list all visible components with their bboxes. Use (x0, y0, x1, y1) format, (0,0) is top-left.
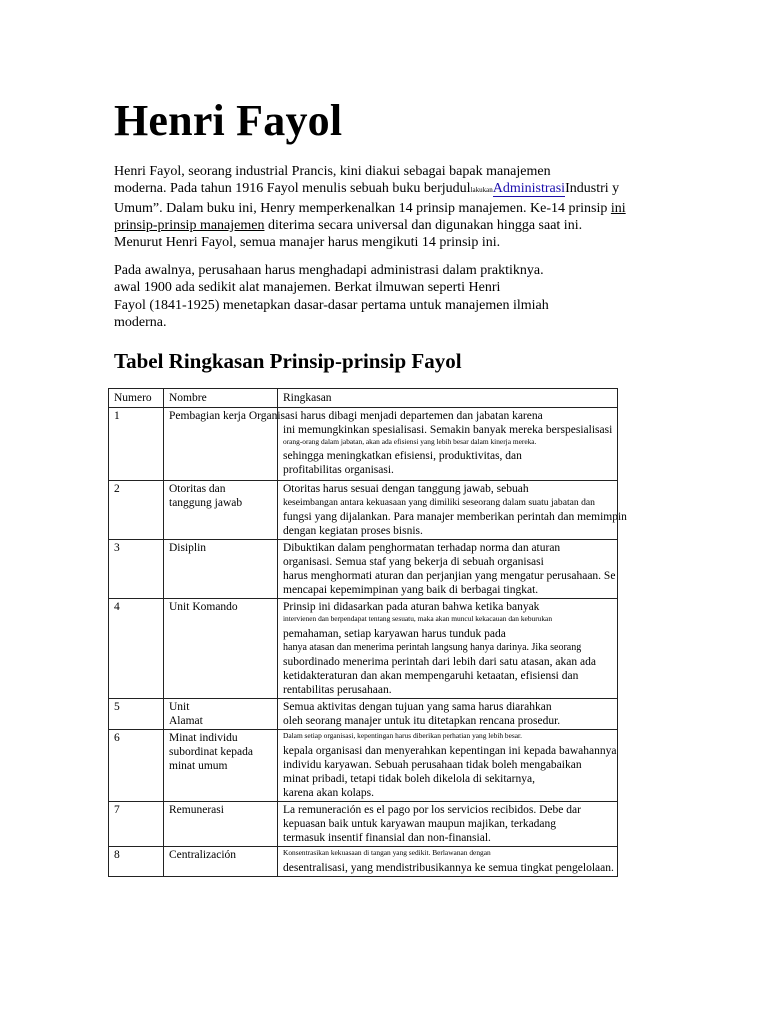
row-number: 2 (109, 481, 164, 540)
row-summary: ini memungkinkan spesialisasi. Semakin banyak mereka berspesialisasi orang-orang dalam jabatan, akan ada efisiensi yang lebih besar dalam kinerja mereka. sehingga meningkatkan efisiensi, produktivitas, dan profitabilitas organisasi. (278, 408, 618, 481)
underlined-ini: ini (610, 200, 626, 216)
table-row (109, 847, 618, 877)
header-numero: Numero (109, 389, 164, 408)
tiny-word: lakukan (470, 186, 493, 195)
intro-line-1: Henri Fayol, seorang industrial Prancis, kini diakui sebagai bapak manajemen (114, 164, 551, 179)
para2-line-4: moderna. (114, 314, 167, 330)
table-row (109, 802, 618, 847)
para2-line-1: Pada awalnya, perusahaan harus menghadapi administrasi dalam praktiknya. (114, 263, 544, 278)
header-ringkasan: Ringkasan (278, 389, 618, 408)
intro-line-4: prinsip-prinsip manajemen diterima secara universal dan digunakan hingga saat ini. (114, 217, 583, 233)
row-name: Remunerasi (164, 802, 278, 847)
row-number: 4 (109, 599, 164, 699)
row-summary: Prinsip ini didasarkan pada aturan bahwa ketika banyak intervienen dan berpendapat tentang sesuatu, maka akan muncul kekacauan dan keburukan pemahaman, setiap karyawan harus tunduk pada hanya atasan dan menerima perintah langsung hanya darinya. Jika seorang subordinado menerima perintah dari lebih dari satu atasan, akan ada ketidakteraturan dan akan mempengaruhi ketaatan, efisiensi dan rentabilitas perusahaan. (278, 599, 618, 699)
table-row (109, 408, 618, 481)
table-row (109, 481, 618, 540)
row-number: 3 (109, 540, 164, 599)
row-name: Unit Komando (164, 599, 278, 699)
table-header-row (109, 389, 618, 408)
row-summary: La remuneración es el pago por los servicios recibidos. Debe dar kepuasan baik untuk karyawan maupun majikan, terkadang termasuk insentif finansial dan non-finansial. (278, 802, 618, 847)
table-row (109, 730, 618, 802)
intro-line-5: Menurut Henri Fayol, semua manajer harus mengikuti 14 prinsip ini. (114, 235, 501, 251)
row-name: Centralización (164, 847, 278, 877)
table-row (109, 699, 618, 730)
row-summary: Dalam setiap organisasi, kepentingan harus diberikan perhatian yang lebih besar. kepala organisasi dan menyerahkan kepentingan ini kepada bawahannya individu karyawan. Sebuah perusahaan tidak boleh mengabaikan minat pribadi, tetapi tidak boleh dikelola di sekitarnya, karena akan kolaps. (278, 730, 618, 802)
row-number: 1 (109, 408, 164, 481)
para2-line-3: Fayol (1841-1925) menetapkan dasar-dasar pertama untuk manajemen ilmiah (114, 297, 549, 313)
row-summary: Semua aktivitas dengan tujuan yang sama harus diarahkan oleh seorang manajer untuk itu ditetapkan rencana prosedur. (278, 699, 618, 730)
row-summary: Otoritas harus sesuai dengan tanggung jawab, sebuah keseimbangan antara kekuasaan yang dimiliki seseorang dalam suatu jabatan dan fungsi yang dijalankan. Para manajer memberikan perintah dan memimpin dengan kegiatan proses bisnis. (278, 481, 618, 540)
administrasi-link[interactable]: Administrasi (492, 181, 566, 197)
intro-line-2: moderna. Pada tahun 1916 Fayol menulis sebuah buku berjudullakukanAdministrasiIndustri y (114, 181, 620, 197)
table-row (109, 599, 618, 699)
page-title: Henri Fayol (114, 96, 343, 145)
intro-paragraph (114, 163, 634, 251)
row-summary: Dibuktikan dalam penghormatan terhadap norma dan aturan organisasi. Semua staf yang bekerja di sebuah organisasi harus menghormati aturan dan perjanjian yang mengatur perusahaan. Se mencapai kepemimpinan yang baik di berbagai tingkat. (278, 540, 618, 599)
table-title: Tabel Ringkasan Prinsip-prinsip Fayol (114, 349, 462, 373)
header-nombre: Nombre (164, 389, 278, 408)
row-name: Minat individu subordinat kepada minat umum (164, 730, 278, 802)
table-row (109, 540, 618, 599)
row-name: Disiplin (164, 540, 278, 599)
row-number: 8 (109, 847, 164, 877)
para2-line-2: awal 1900 ada sedikit alat manajemen. Berkat ilmuwan seperti Henri (114, 280, 501, 296)
row-name: Pembagian kerja Organisasi harus dibagi menjadi departemen dan jabatan karena (164, 408, 278, 481)
row-number: 7 (109, 802, 164, 847)
intro-line-3: Umum”. Dalam buku ini, Henry memperkenalkan 14 prinsip manajemen. Ke-14 prinsip ini (114, 200, 626, 216)
row-number: 5 (109, 699, 164, 730)
row-number: 6 (109, 730, 164, 802)
row-summary: Konsentrasikan kekuasaan di tangan yang sedikit. Berlawanan dengan desentralisasi, yang mendistribusikannya ke semua tingkat pengelolaan. (278, 847, 618, 877)
row-name: Otoritas dan tanggung jawab (164, 481, 278, 540)
principles-table (108, 388, 627, 877)
underlined-prinsip: prinsip-prinsip manajemen (114, 217, 265, 233)
row-name: Unit Alamat (164, 699, 278, 730)
second-paragraph (114, 262, 634, 331)
